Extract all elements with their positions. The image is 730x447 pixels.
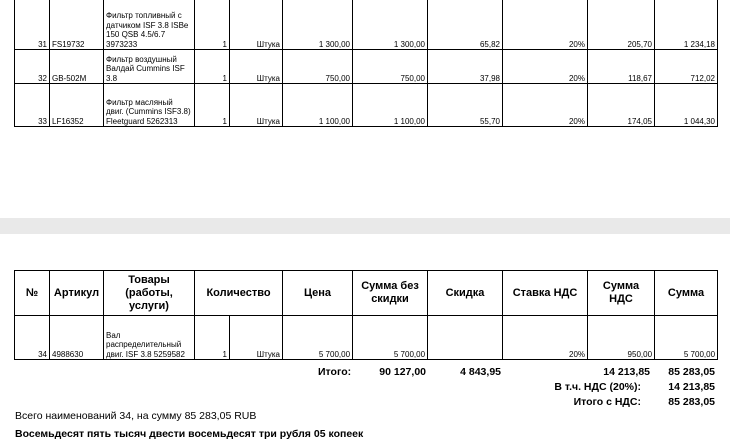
totals-discount: 4 843,95 — [460, 366, 501, 378]
row-vat-rate: 20% — [503, 0, 588, 50]
row-sum-no-discount: 1 100,00 — [353, 84, 428, 127]
row-price: 1 100,00 — [283, 84, 353, 127]
row-price: 750,00 — [283, 50, 353, 84]
row-vat-rate: 20% — [503, 50, 588, 84]
row-goods-name: Вал распределительный двиг. ISF 3.8 5259582 — [104, 316, 195, 360]
row-article: FS19732 — [50, 0, 104, 50]
row-unit: Штука — [230, 316, 283, 360]
row-discount — [428, 316, 503, 360]
row-num: 33 — [15, 84, 50, 127]
row-discount: 37,98 — [428, 50, 503, 84]
row-sum-no-discount: 750,00 — [353, 50, 428, 84]
vat-included-value: 14 213,85 — [668, 381, 715, 393]
row-sum: 1 044,30 — [655, 84, 718, 127]
row-vat-sum: 174,05 — [588, 84, 655, 127]
row-vat-sum: 118,67 — [588, 50, 655, 84]
row-sum: 1 234,18 — [655, 0, 718, 50]
table-row — [15, 50, 718, 84]
invoice-table — [14, 270, 718, 360]
totals-sum: 85 283,05 — [668, 366, 715, 378]
row-vat-sum: 950,00 — [588, 316, 655, 360]
amount-in-words: Восемьдесят пять тысяч двести восемьдесят три рубля 05 копеек — [15, 428, 364, 440]
row-goods-name: Фильтр топливный с датчиком ISF 3.8 ISBe 150 QSB 4.5/6.7 3973233 — [104, 0, 195, 50]
row-num: 34 — [15, 316, 50, 360]
header-goods: Товары (работы, услуги) — [104, 271, 195, 316]
header-qty: Количество — [195, 271, 283, 316]
invoice-table-continued — [14, 0, 718, 127]
items-summary: Всего наименований 34, на сумму 85 283,05 RUB — [15, 410, 257, 422]
header-sum: Сумма — [655, 271, 718, 316]
row-discount: 55,70 — [428, 84, 503, 127]
row-discount: 65,82 — [428, 0, 503, 50]
row-vat-sum: 205,70 — [588, 0, 655, 50]
header-price: Цена — [283, 271, 353, 316]
total-with-vat-label: Итого с НДС: — [573, 396, 641, 408]
row-sum: 5 700,00 — [655, 316, 718, 360]
row-price: 1 300,00 — [283, 0, 353, 50]
row-num: 31 — [15, 0, 50, 50]
header-sum-no-discount: Сумма без скидки — [353, 271, 428, 316]
table-row — [15, 84, 718, 127]
row-unit: Штука — [230, 50, 283, 84]
row-sum-no-discount: 5 700,00 — [353, 316, 428, 360]
row-unit: Штука — [230, 0, 283, 50]
row-qty: 1 — [195, 0, 230, 50]
table-header-row — [15, 271, 718, 316]
totals-sum-no-discount: 90 127,00 — [379, 366, 426, 378]
row-article: LF16352 — [50, 84, 104, 127]
row-num: 32 — [15, 50, 50, 84]
table-row — [15, 316, 718, 360]
header-num: № — [15, 271, 50, 316]
total-with-vat-value: 85 283,05 — [668, 396, 715, 408]
row-sum-no-discount: 1 300,00 — [353, 0, 428, 50]
header-article: Артикул — [50, 271, 104, 316]
totals-label: Итого: — [318, 366, 352, 378]
header-discount: Скидка — [428, 271, 503, 316]
page-break — [0, 218, 730, 234]
row-price: 5 700,00 — [283, 316, 353, 360]
invoice-page-1 — [0, 0, 730, 218]
header-vat-rate: Ставка НДС — [503, 271, 588, 316]
row-vat-rate: 20% — [503, 84, 588, 127]
table-row — [15, 0, 718, 50]
row-qty: 1 — [195, 50, 230, 84]
row-article: GB-502M — [50, 50, 104, 84]
row-goods-name: Фильтр воздушный Валдай Cummins ISF 3.8 — [104, 50, 195, 84]
totals-vat-sum: 14 213,85 — [603, 366, 650, 378]
row-article: 4988630 — [50, 316, 104, 360]
row-vat-rate: 20% — [503, 316, 588, 360]
row-qty: 1 — [195, 84, 230, 127]
row-goods-name: Фильтр масляный двиг. (Cummins ISF3.8) Fleetguard 5262313 — [104, 84, 195, 127]
row-sum: 712,02 — [655, 50, 718, 84]
row-unit: Штука — [230, 84, 283, 127]
row-qty: 1 — [195, 316, 230, 360]
vat-included-label: В т.ч. НДС (20%): — [554, 381, 641, 393]
header-vat-sum: Сумма НДС — [588, 271, 655, 316]
